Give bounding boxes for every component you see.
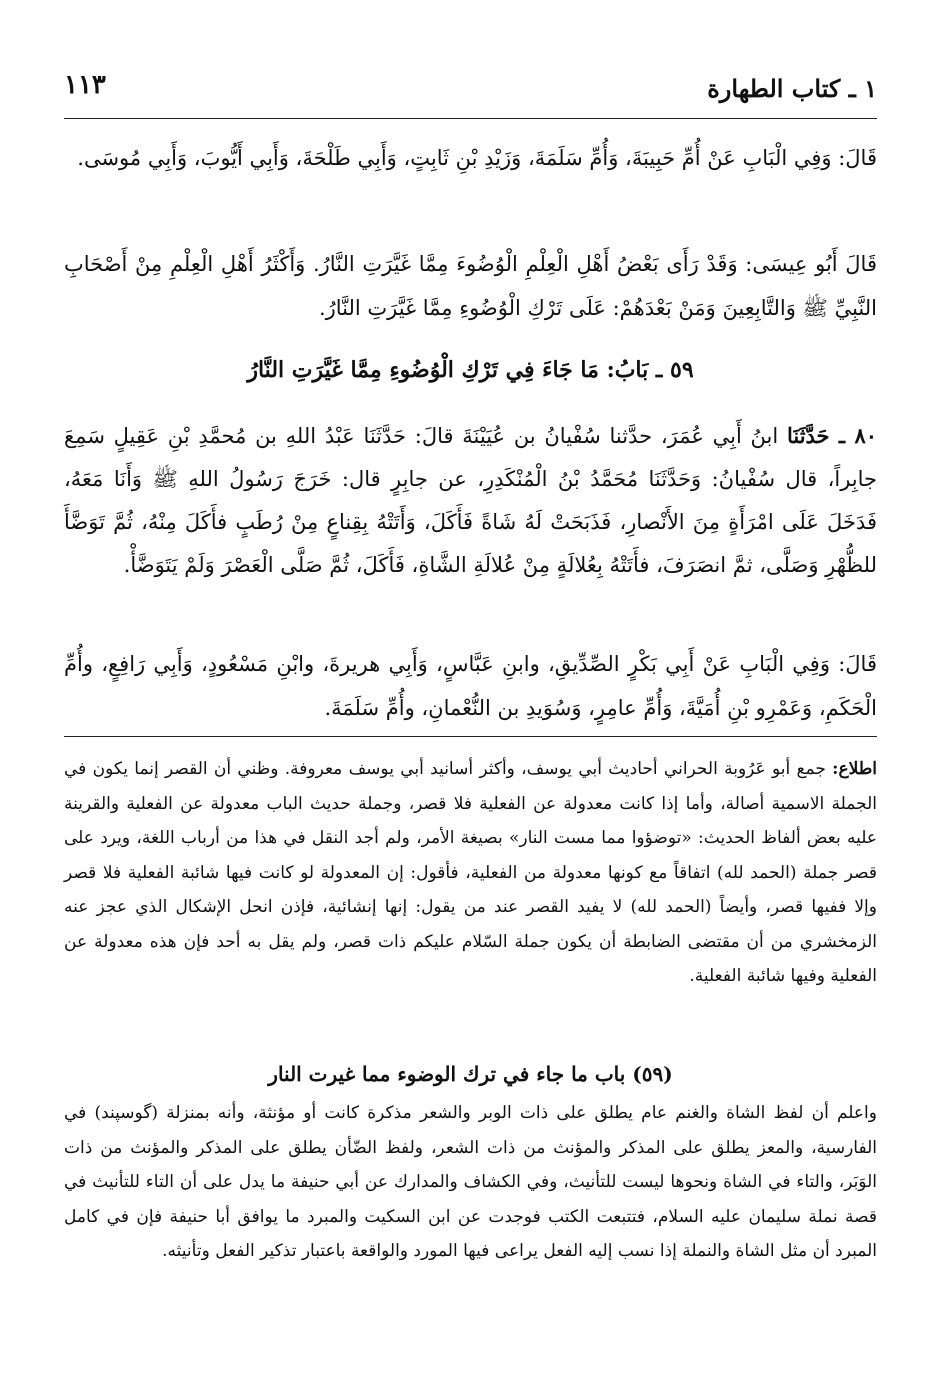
chapter-title: ١ ـ كتاب الطهارة (707, 74, 877, 103)
hadith-80-text: ابنُ أَبِي عُمَرَ، حدَّثنا سُفْيانُ بن عُيَيْنَةَ قالَ: حَدَّثَنَا عَبْدُ اللهِ بن مُحمَّدِ بْنِ عَقِيلٍ سَمِعَ جابِراً، قال سُفْيانُ: وَحَدَّثَنَا مُحَمَّدُ بْنُ الْمُنْكَدِرِ، عن جابِرٍ قال: خَرَجَ رَسُولُ اللهِ ﷺ وَأَنَا مَعَهُ، فَدَخَلَ عَلَى امْرَأَةٍ مِنَ الأَنْصارِ، فَذَبَحَتْ لَهُ شَاةً فَأَكَلَ، وَأَتَتْهُ بِقِناعٍ مِنْ رُطَبٍ فأَكَلَ مِنْهُ، ثُمَّ تَوَضَّأَ للظُّهْرِ وَصَلَّى، ثمَّ انصَرَفَ، فأَتَتْهُ بِعُلالَةٍ مِنْ عُلالَةِ الشَّاةِ، فَأَكَلَ، ثُمَّ صَلَّى الْعَصْرَ وَلَمْ يَتَوَضَّأْ. (64, 424, 877, 577)
note-1-text: جمع أبو عَرُوبة الحراني أحاديث أبي يوسف، وأكثر أسانيد أبي يوسف معروفة. وظني أن القصر إنما يكون في الجملة الاسمية أصالة، وأما إذا كانت معدولة عن الفعلية فلا قصر، وجملة حديث الباب معدولة عن الفعلية والقرينة عليه بعض ألفاظ الحديث: «توضؤوا مما مست النار» بصيغة الأمر، ولم أجد النقل في هذا من أرباب اللغة، ويرد على قصر جملة (الحمد لله) اتفاقاً مع كونها معدولة من الفعلية، فأقول: إن المعدولة لو كانت فيها شائبة الفعلية فلا قصر وإلا ففيها قصر، وأيضاً (الحمد لله) لا يفيد القصر عند من يقول: إنها إنشائية، فإذن انحل الإشكال الذي عجز عنه الزمخشري من أن مقتضى الضابطة أن يكون جملة السّلام عليكم ذات قصر، ولم يقل به أحد فإن هذه معدولة عن الفعلية وفيها شائبة الفعلية. (64, 759, 877, 986)
commentary-note-2: واعلم أن لفظ الشاة والغنم عام يطلق على ذات الوبر والشعر مذكرة كانت أو مؤنثة، وأنه بمنزلة (گوسپند) في الفارسية، والمعز يطلق على المذكر والمؤنث من ذات الشعر، ولفظ الضّأن يطلق على المذكر والمؤنث من ذات الوَبَر، والتاء في الشاة ونحوها ليست للتأنيث، وفي الكشاف والمدارك عن أبي حنيفة ما يدل على أن التاء للتأنيث في قصة نملة سليمان عليه السلام، فتتبعت الكتب فوجدت عن ابن السكيت والمبرد ما يوافق أبا حنيفة فإن في كامل المبرد أن مثل الشاة والنملة إذا نسب إليه الفعل يراعى فيها المورد والواقعة باعتبار تذكير الفعل وتأنيثه. (64, 1103, 878, 1261)
page-header (64, 62, 877, 112)
chapter-heading-59: ٥٩ ـ بَابُ: مَا جَاءَ فِي تَرْكِ الْوُضُوءِ مِمَّا غَيَّرَتِ النَّارُ (247, 357, 694, 383)
commentary-note-1 (64, 752, 877, 994)
page-number: ١١٣ (64, 70, 106, 100)
note-label: اطلاع: (832, 759, 877, 779)
header-divider (64, 118, 877, 119)
hadith-paragraph-2: قَالَ أَبُو عِيسَى: وَقَدْ رَأَى بَعْضُ أَهْلِ الْعِلْمِ الْوُضُوءَ مِمَّا غَيَّرَتِ النَّارُ. وَأَكْثَرُ أَهْلِ الْعِلْمِ مِنْ أَصْحَابِ النَّبِيِّ ﷺ وَالتَّابِعِينَ وَمَنْ بَعْدَهُمْ: عَلَى تَرْكِ الْوُضُوءِ مِمَّا غَيَّرَتِ النَّارُ. (64, 252, 877, 320)
footnote-divider (64, 736, 877, 737)
hadith-number: ٨٠ ـ حَدَّثَنَا (786, 423, 878, 448)
commentary-heading-59: (٥٩) باب ما جاء في ترك الوضوء مما غيرت النار (268, 1062, 673, 1086)
hadith-80 (64, 414, 877, 587)
hadith-paragraph-1: قَالَ: وَفِي الْبَابِ عَنْ أُمِّ حَبِيبَةَ، وَأُمِّ سَلَمَةَ، وَزَيْدِ بْنِ ثَابِتٍ، وَأَبِي طَلْحَةَ، وَأَبِي أَيُّوبَ، وَأَبِي مُوسَى. (77, 146, 877, 170)
hadith-paragraph-4: قَالَ: وَفِي الْبَابِ عَنْ أَبِي بَكْرٍ الصِّدِّيقِ، وابنِ عَبَّاسٍ، وَأَبِي هريرةَ، وابْنِ مَسْعُودٍ، وَأَبِي رَافِعٍ، وأُمِّ الْحَكَمِ، وَعَمْرِو بْنِ أُمَيَّةَ، وَأُمِّ عامِرٍ، وَسُوَيدِ بن النُّعْمانِ، وأُمِّ سَلَمَةَ. (64, 652, 877, 720)
